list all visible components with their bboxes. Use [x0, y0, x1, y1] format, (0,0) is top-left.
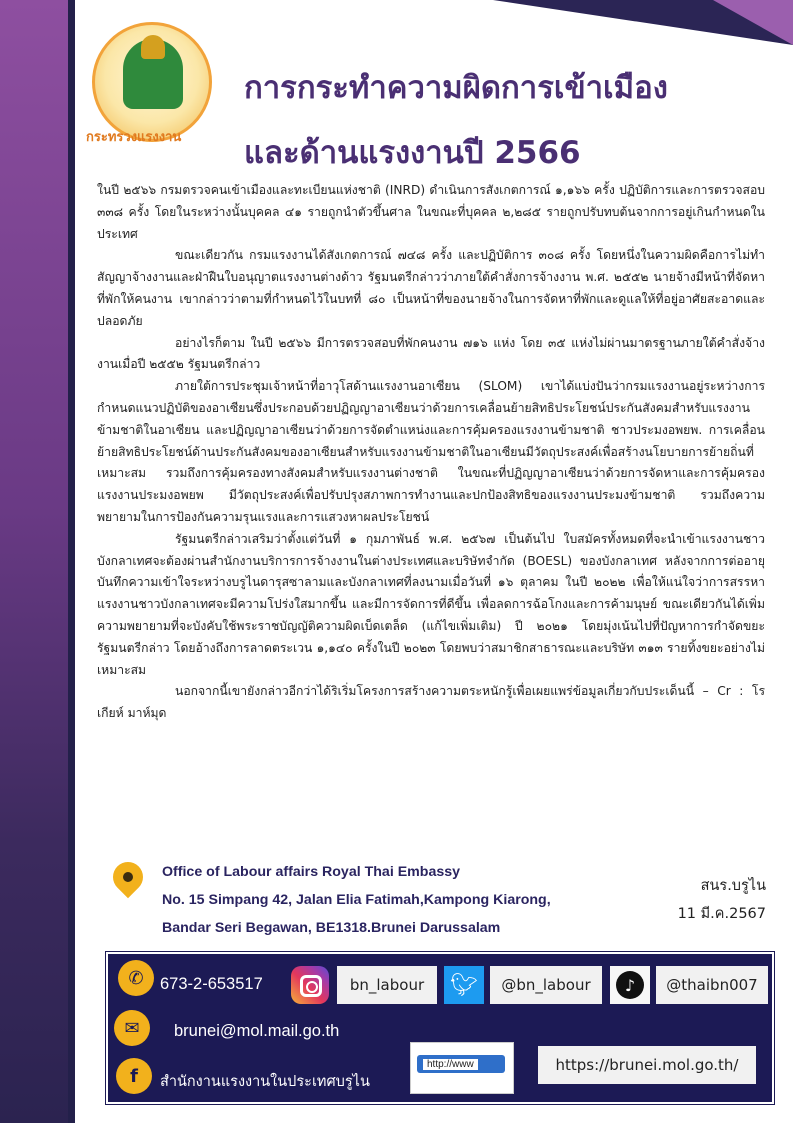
facebook-page[interactable]: สำนักงานแรงงานในประเทศบรูไน — [160, 1074, 370, 1090]
left-decorative-band — [0, 0, 68, 1123]
page-title-line2: และด้านแรงงานปี 2566 — [244, 135, 581, 171]
office-address-line2: Bandar Seri Begawan, BE1318.Brunei Darussalam — [162, 920, 501, 936]
seal-text: กระทรวงแรงงาน — [86, 130, 182, 145]
paragraph-2: ขณะเดียวกัน กรมแรงงานได้สังเกตการณ์ ๗๔๘ ครั้ง และปฏิบัติการ ๓๐๘ ครั้ง โดยหนึ่งในความผิดคือการไม่ทำสัญญาจ้างงานและฝ่าฝืนใบอนุญาตแรงงานต่างด้าว รัฐมนตรีกล่าวว่าภายใต้คำสั่งการจ้างงาน พ.ศ. ๒๕๕๒ นายจ้างมีหน้าที่จัดหาที่พักให้คนงาน เขากล่าวว่าตามที่กำหนดไว้ในบทที่ ๘๐ เป็นหน้าที่ของนายจ้างในการจัดหาที่พักและดูแลให้ที่อยู่อาศัยสะอาดและปลอดภัย — [97, 248, 765, 328]
phone-icon: ✆ — [118, 960, 154, 996]
date: 11 มี.ค.2567 — [677, 906, 766, 922]
left-stripe — [68, 0, 75, 1123]
paragraph-3: อย่างไรก็ตาม ในปี ๒๕๖๖ มีการตรวจสอบที่พักคนงาน ๗๑๖ แห่ง โดย ๓๕ แห่งไม่ผ่านมาตรฐานภายใต้คำสั่งจ้างงานเมื่อปี ๒๕๕๒ รัฐมนตรีกล่าว — [97, 335, 765, 372]
office-address-line1: No. 15 Simpang 42, Jalan Elia Fatimah,Kampong Kiarong, — [162, 892, 551, 908]
ministry-seal-logo — [92, 22, 212, 142]
tiktok-handle[interactable]: @thaibn007 — [656, 966, 768, 1004]
paragraph-6: นอกจากนี้เขายังกล่าวอีกว่าได้ริเริ่มโครงการสร้างความตระหนักรู้เพื่อเผยแพร่ข้อมูลเกี่ยวกับประเด็นนี้ – Cr : โรเกียห์ มาห์มุด — [97, 684, 765, 721]
office-name: Office of Labour affairs Royal Thai Embassy — [162, 864, 461, 880]
twitter-icon[interactable]: 🐦︎ — [444, 966, 484, 1004]
seal-figure — [123, 39, 183, 109]
email-address[interactable]: brunei@mol.mail.go.th — [174, 1022, 340, 1040]
instagram-handle[interactable]: bn_labour — [337, 966, 437, 1004]
paragraph-1: ในปี ๒๕๖๖ กรมตรวจคนเข้าเมืองและทะเบียนแห่งชาติ (INRD) ดำเนินการสังเกตการณ์ ๑,๑๖๖ ครั้ง ปฏิบัติการและการตรวจสอบ ๓๓๘ ครั้ง โดยในระหว่างนั้นบุคคล ๔๑ รายถูกนำตัวขึ้นศาล ในขณะที่บุคคล ๒,๒๘๕ รายถูกปรับทบต้นจากการอยู่เกินกำหนดในประเทศ — [97, 183, 765, 241]
paragraph-4: ภายใต้การประชุมเจ้าหน้าที่อาวุโสด้านแรงงานอาเซียน (SLOM) เขาได้แบ่งปันว่ากรมแรงงานอยู่ระหว่างการกำหนดแนวปฏิบัติของอาเซียนซึ่งประกอบด้วยปฏิญญาอาเซียนว่าด้วยการเคลื่อนย้ายสิทธิประโยชน์ประกันสังคมสำหรับแรงงานข้ามชาติในอาเซียน และปฏิญญาอาเซียนว่าด้วยการจัดตำแหน่งและการคุ้มครองแรงงานข้ามชาติ ชาวประมงอพยพ. การเคลื่อนย้ายสิทธิประโยชน์ด้านประกันสังคมของอาเซียนสำหรับแรงงานข้ามชาติในอาเซียนมีวัตถุประสงค์เพื่อสร้างนโยบายการย้ายถิ่นที่เหมาะสม รวมถึงการคุ้มครองทางสังคมสำหรับแรงงานต่างชาติ ในขณะที่ปฏิญญาอาเซียนว่าด้วยการจัดหาและการคุ้มครองแรงงานประมงอพยพ มีวัตถุประสงค์เพื่อปรับปรุงสภาพการทำงานและปกป้องสิทธิของแรงงานประมงข้ามชาติ รวมถึงความพยายามในการป้องกันความรุนแรงและการแสวงหาผลประโยชน์ — [97, 379, 765, 524]
facebook-icon: f — [116, 1058, 152, 1094]
twitter-handle[interactable]: @bn_labour — [490, 966, 602, 1004]
website-url[interactable]: https://brunei.mol.go.th/ — [538, 1046, 756, 1084]
tiktok-icon[interactable]: ♪ — [610, 966, 650, 1004]
top-right-accent — [713, 0, 793, 45]
mail-icon: ✉ — [114, 1010, 150, 1046]
article-body — [97, 180, 765, 725]
instagram-icon[interactable] — [291, 966, 329, 1004]
www-icon — [410, 1042, 514, 1094]
www-label: http://www — [423, 1059, 478, 1070]
page-title-line1: การกระทำความผิดการเข้าเมือง — [244, 70, 668, 106]
location-pin-icon — [107, 856, 149, 898]
signature: สนร.บรูไน — [700, 878, 766, 894]
paragraph-5: รัฐมนตรีกล่าวเสริมว่าตั้งแต่วันที่ ๑ กุมภาพันธ์ พ.ศ. ๒๕๖๗ เป็นต้นไป ใบสมัครทั้งหมดที่จะนำเข้าแรงงานชาวบังกลาเทศจะต้องผ่านสำนักงานบริการการจ้างงานในต่างประเทศและบริษัทจำกัด (BOESL) ของบังกลาเทศ หลังจากการต่ออายุบันทึกความเข้าใจระหว่างบรูไนดารุสซาลามและบังกลาเทศที่ลงนามเมื่อวันที่ ๑๖ ตุลาคม ในปี ๒๐๒๒ เพื่อให้แน่ใจว่าการสรรหาแรงงานชาวบังกลาเทศจะมีความโปร่งใสมากขึ้น และมีการจัดการที่ดีขึ้น เพื่อลดการฉ้อโกงและการค้ามนุษย์ ขณะเดียวกันได้เพิ่มความพยายามที่จะบังคับใช้พระราชบัญญัติความผิดเบ็ดเตล็ด (แก้ไขเพิ่มเติม) ปี ๒๐๒๑ โดยมุ่งเน้นไปที่ปัญหาการกำจัดขยะ รัฐมนตรีกล่าว โดยอ้างถึงการลาดตระเวน ๑,๑๔๐ ครั้งในปี ๒๐๒๓ โดยพบว่าสมาชิกสาธารณะและบริษัท ๓๑๓ รายทิ้งขยะอย่างไม่เหมาะสม — [97, 531, 765, 677]
contact-footer-panel — [106, 952, 774, 1104]
phone-number[interactable]: 673-2-653517 — [160, 975, 263, 993]
